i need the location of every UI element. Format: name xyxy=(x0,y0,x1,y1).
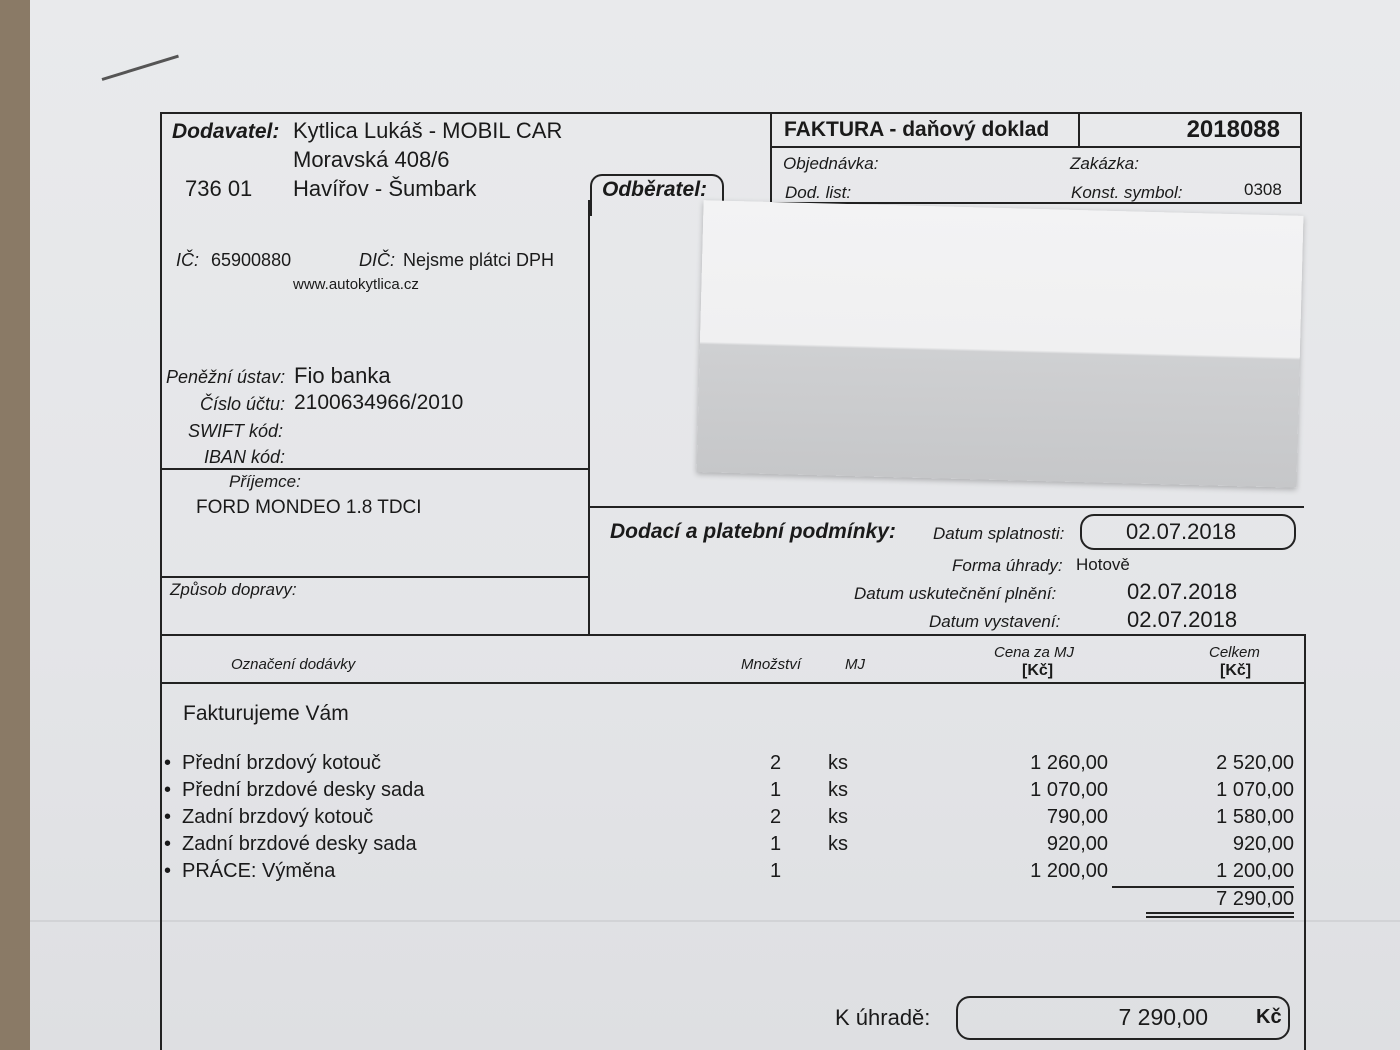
row-qty: 2 xyxy=(770,752,782,774)
col-total-line2: [Kč] xyxy=(1220,662,1252,679)
supplier-zip: 736 01 xyxy=(185,176,253,201)
row-price: 1 070,00 xyxy=(1030,779,1108,801)
row-total: 920,00 xyxy=(1232,833,1294,855)
taxable-date: 02.07.2018 xyxy=(1127,579,1238,604)
job-label: Zakázka: xyxy=(1070,154,1139,173)
table-header-line xyxy=(160,682,1306,684)
due-date: 02.07.2018 xyxy=(1126,519,1237,544)
col-item: Označení dodávky xyxy=(231,656,356,673)
mid-divider xyxy=(588,200,590,636)
bank-account: 2100634966/2010 xyxy=(294,391,464,414)
row-total: 1 070,00 xyxy=(1216,779,1294,801)
col-total-line1: Celkem xyxy=(1209,644,1260,661)
frame-right-bottom xyxy=(1304,636,1306,1050)
folded-paper-cover xyxy=(697,200,1304,488)
row-unit: ks xyxy=(828,779,848,801)
transport-label: Způsob dopravy: xyxy=(170,580,297,599)
terms-title: Dodací a platební podmínky: xyxy=(610,520,896,543)
payment-form: Hotově xyxy=(1076,555,1130,574)
row-unit: ks xyxy=(828,833,848,855)
payment-currency: Kč xyxy=(1256,1006,1282,1028)
col-qty: Množství xyxy=(741,656,802,673)
invoice-intro: Fakturujeme Vám xyxy=(183,702,349,725)
row-qty: 2 xyxy=(770,806,782,828)
swift-label: SWIFT kód: xyxy=(188,421,284,441)
supplier-name: Kytlica Lukáš - MOBIL CAR xyxy=(293,118,563,143)
bullet: • xyxy=(164,806,172,828)
supplier-label: Dodavatel: xyxy=(172,120,280,143)
payment-label: K úhradě: xyxy=(835,1005,931,1030)
const-symbol-value: 0308 xyxy=(1244,180,1282,199)
taxable-date-label: Datum uskutečnění plnění: xyxy=(854,584,1057,603)
payment-amount: 7 290,00 xyxy=(1118,1004,1208,1030)
recipient-value: FORD MONDEO 1.8 TDCI xyxy=(196,497,422,518)
col-price-line1: Cena za MJ xyxy=(994,644,1075,661)
row-name: Zadní brzdový kotouč xyxy=(182,806,374,828)
row-name: Přední brzdové desky sada xyxy=(182,779,425,801)
bullet: • xyxy=(164,860,172,882)
supplier-street: Moravská 408/6 xyxy=(293,147,450,172)
bank-account-label: Číslo účtu: xyxy=(200,394,286,414)
row-qty: 1 xyxy=(770,779,782,801)
invoice-number: 2018088 xyxy=(1186,116,1280,143)
ic-label: IČ: xyxy=(176,250,200,270)
table-top-line xyxy=(160,634,1306,636)
ic-value: 65900880 xyxy=(211,250,292,270)
due-label: Datum splatnosti: xyxy=(933,524,1065,543)
order-label: Objednávka: xyxy=(783,154,879,173)
col-unit: MJ xyxy=(845,656,865,673)
payment-form-label: Forma úhrady: xyxy=(952,556,1063,575)
row-price: 1 260,00 xyxy=(1030,752,1108,774)
transport-top-line xyxy=(160,576,588,578)
row-price: 790,00 xyxy=(1046,806,1108,828)
row-total: 2 520,00 xyxy=(1216,752,1294,774)
const-symbol-label: Konst. symbol: xyxy=(1071,183,1183,202)
row-price: 920,00 xyxy=(1046,833,1108,855)
bullet: • xyxy=(164,833,172,855)
row-unit: ks xyxy=(828,752,848,774)
paper-fold xyxy=(30,920,1400,922)
subtotal-double-line-1 xyxy=(1146,912,1294,914)
bank-institution: Fio banka xyxy=(294,363,391,388)
invoice-title: FAKTURA - daňový doklad xyxy=(784,118,1050,141)
row-price: 1 200,00 xyxy=(1030,860,1108,882)
row-name: Zadní brzdové desky sada xyxy=(182,833,417,855)
row-qty: 1 xyxy=(770,833,782,855)
bullet: • xyxy=(164,752,172,774)
dic-value: Nejsme plátci DPH xyxy=(403,250,555,270)
invoice-header-divider xyxy=(770,112,772,204)
issue-date-label: Datum vystavení: xyxy=(929,612,1061,631)
supplier-city: Havířov - Šumbark xyxy=(293,176,477,201)
row-qty: 1 xyxy=(770,860,782,882)
bullet: • xyxy=(164,779,172,801)
bank-institution-label: Peněžní ústav: xyxy=(166,367,286,387)
recipient-label: Příjemce: xyxy=(229,472,301,491)
customer-label: Odběratel: xyxy=(602,178,708,201)
col-price-line2: [Kč] xyxy=(1022,662,1054,679)
frame-left xyxy=(160,112,162,1050)
delivery-note-label: Dod. list: xyxy=(785,183,852,202)
iban-label: IBAN kód: xyxy=(204,447,286,467)
row-name: Přední brzdový kotouč xyxy=(182,752,381,774)
row-name: PRÁCE: Výměna xyxy=(182,860,336,882)
subtotal: 7 290,00 xyxy=(1216,888,1294,910)
row-unit: ks xyxy=(828,806,848,828)
subtotal-double-line-2 xyxy=(1146,916,1294,918)
terms-top-line xyxy=(588,506,1304,508)
row-total: 1 580,00 xyxy=(1216,806,1294,828)
dic-label: DIČ: xyxy=(359,250,395,270)
row-total: 1 200,00 xyxy=(1216,860,1294,882)
issue-date: 02.07.2018 xyxy=(1127,607,1238,632)
recipient-top-line xyxy=(160,468,588,470)
supplier-web: www.autokytlica.cz xyxy=(293,276,419,293)
